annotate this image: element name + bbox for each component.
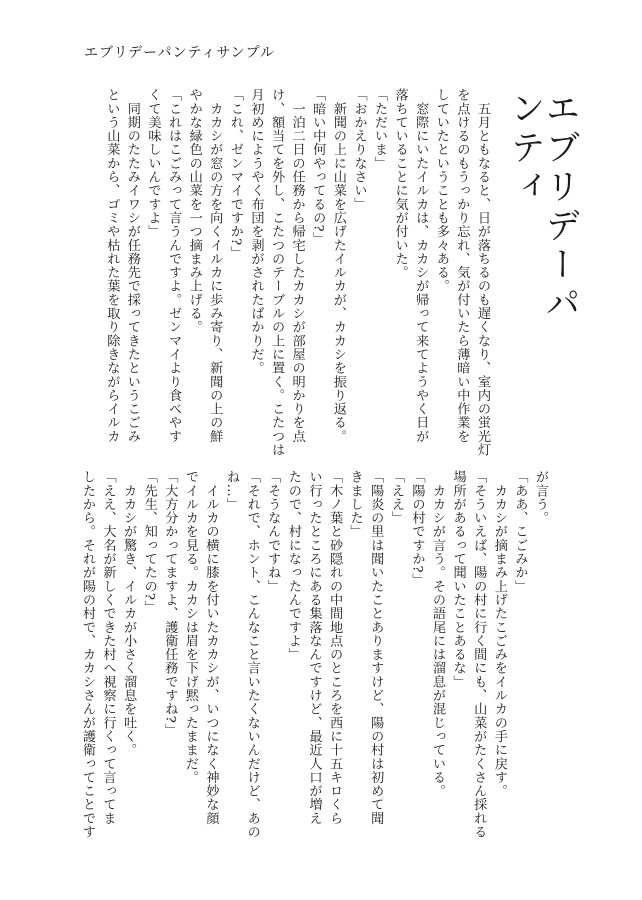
text-line: くて美味しいんですよ」 — [145, 88, 161, 239]
text-line: イルカの横に膝を付いたカカシが、いつになく神妙な顔 — [203, 470, 219, 825]
text-line: 「それで、ホント、こんなこと言いたくないんだけど、あの — [244, 470, 260, 839]
text-line: 「先生、知ってたの?」 — [141, 470, 157, 615]
text-line: カカシが摘まみ上げたこごみをイルカの手に戻す。 — [491, 470, 507, 798]
text-line: 同期のたたみイワシが任務先で採ってきたというこごみ — [124, 88, 140, 443]
text-line: 一泊二日の任務から帰宅したカカシが部屋の明かりを点 — [289, 88, 305, 443]
upper-text-block — [72, 88, 492, 457]
text-line: 「木ノ葉と砂隠れの中間地点のところを西に十五キロくら — [327, 470, 343, 825]
text-line: 「ああ、こごみか」 — [512, 470, 528, 593]
text-line: していたということも多々ある。 — [433, 88, 449, 293]
text-line: が言う。 — [533, 470, 548, 525]
text-line: 五月ともなると、日が落ちるのも遅くなり、室内の蛍光灯 — [475, 88, 490, 457]
text-line: 「これ、ゼンマイですか?」 — [227, 88, 243, 260]
text-line: ね…」 — [224, 470, 240, 511]
text-line: 「陽の村ですか?」 — [409, 470, 425, 587]
text-line: という山菜から、ゴミや枯れた葉を取り除きながらイルカ — [104, 88, 120, 443]
text-line: 「これはこごみって言うんですよ。ゼンマイより食べやす — [166, 88, 182, 443]
text-line: やかな緑色の山菜を一つ摘まみ上げる。 — [186, 88, 202, 334]
text-line: い行ったところにある集落なんですけど、最近人口が増え — [306, 470, 322, 825]
text-line: きました」 — [347, 470, 363, 539]
text-line: カカシが驚き、イルカが小さく溜息を吐く。 — [121, 470, 137, 757]
text-line: 月初めにようやく布団を剥がされたばかりだ。 — [248, 88, 264, 375]
text-line: したから。それが陽の村で、カカシさんが護衛ってことです — [79, 470, 95, 839]
text-line: 「そういえば、陽の村に行く間にも、山菜がたくさん採れる — [471, 470, 487, 839]
text-line: 「ええ、大名が新しくできた村へ視察に行くって言ってま — [100, 470, 116, 825]
text-line: 「おかえりなさい」 — [351, 88, 367, 211]
running-header: エブリデーパンティサンプル — [84, 45, 276, 61]
text-line: 「大方分かってますよ、護衛任務ですね?」 — [162, 470, 178, 737]
text-line: 場所があるって聞いたことあるな」 — [450, 470, 466, 689]
text-line: 落ちていることに気が付いた。 — [392, 88, 408, 280]
text-line: 新聞の上に山菜を広げたイルカが、カカシを振り返る。 — [330, 88, 346, 443]
text-line: 「暗い中何やってるの?」 — [310, 88, 326, 246]
text-line: 「そうなんですね」 — [265, 470, 281, 593]
text-line: カカシが窓の方を向くイルカに歩み寄り、新聞の上の鮮 — [207, 88, 223, 443]
text-line: を点けるのもうっかり忘れ、気が付いたら薄暗い中作業を — [454, 88, 470, 443]
text-line: け、額当てを外し、こたつのテーブルの上に置く。こたつは — [269, 88, 285, 457]
text-line: 「陽炎の里は聞いたことありますけど、陽の村は初めて聞 — [368, 470, 384, 825]
story-title: エブリデーパンティ — [505, 90, 580, 324]
text-line: 「ええ」 — [388, 470, 404, 525]
text-line: でイルカを見る。カカシは眉を下げ黙ったままだ。 — [182, 470, 198, 784]
text-line: 「ただいま」 — [372, 88, 388, 170]
text-line: たので、村になったんですよ」 — [285, 470, 301, 662]
text-line: カカシが言う。その語尾には溜息が混じっている。 — [430, 470, 446, 798]
text-line: 窓際にいたイルカは、カカシが帰って来てようやく日が — [413, 88, 429, 443]
lower-text-block — [79, 470, 550, 839]
